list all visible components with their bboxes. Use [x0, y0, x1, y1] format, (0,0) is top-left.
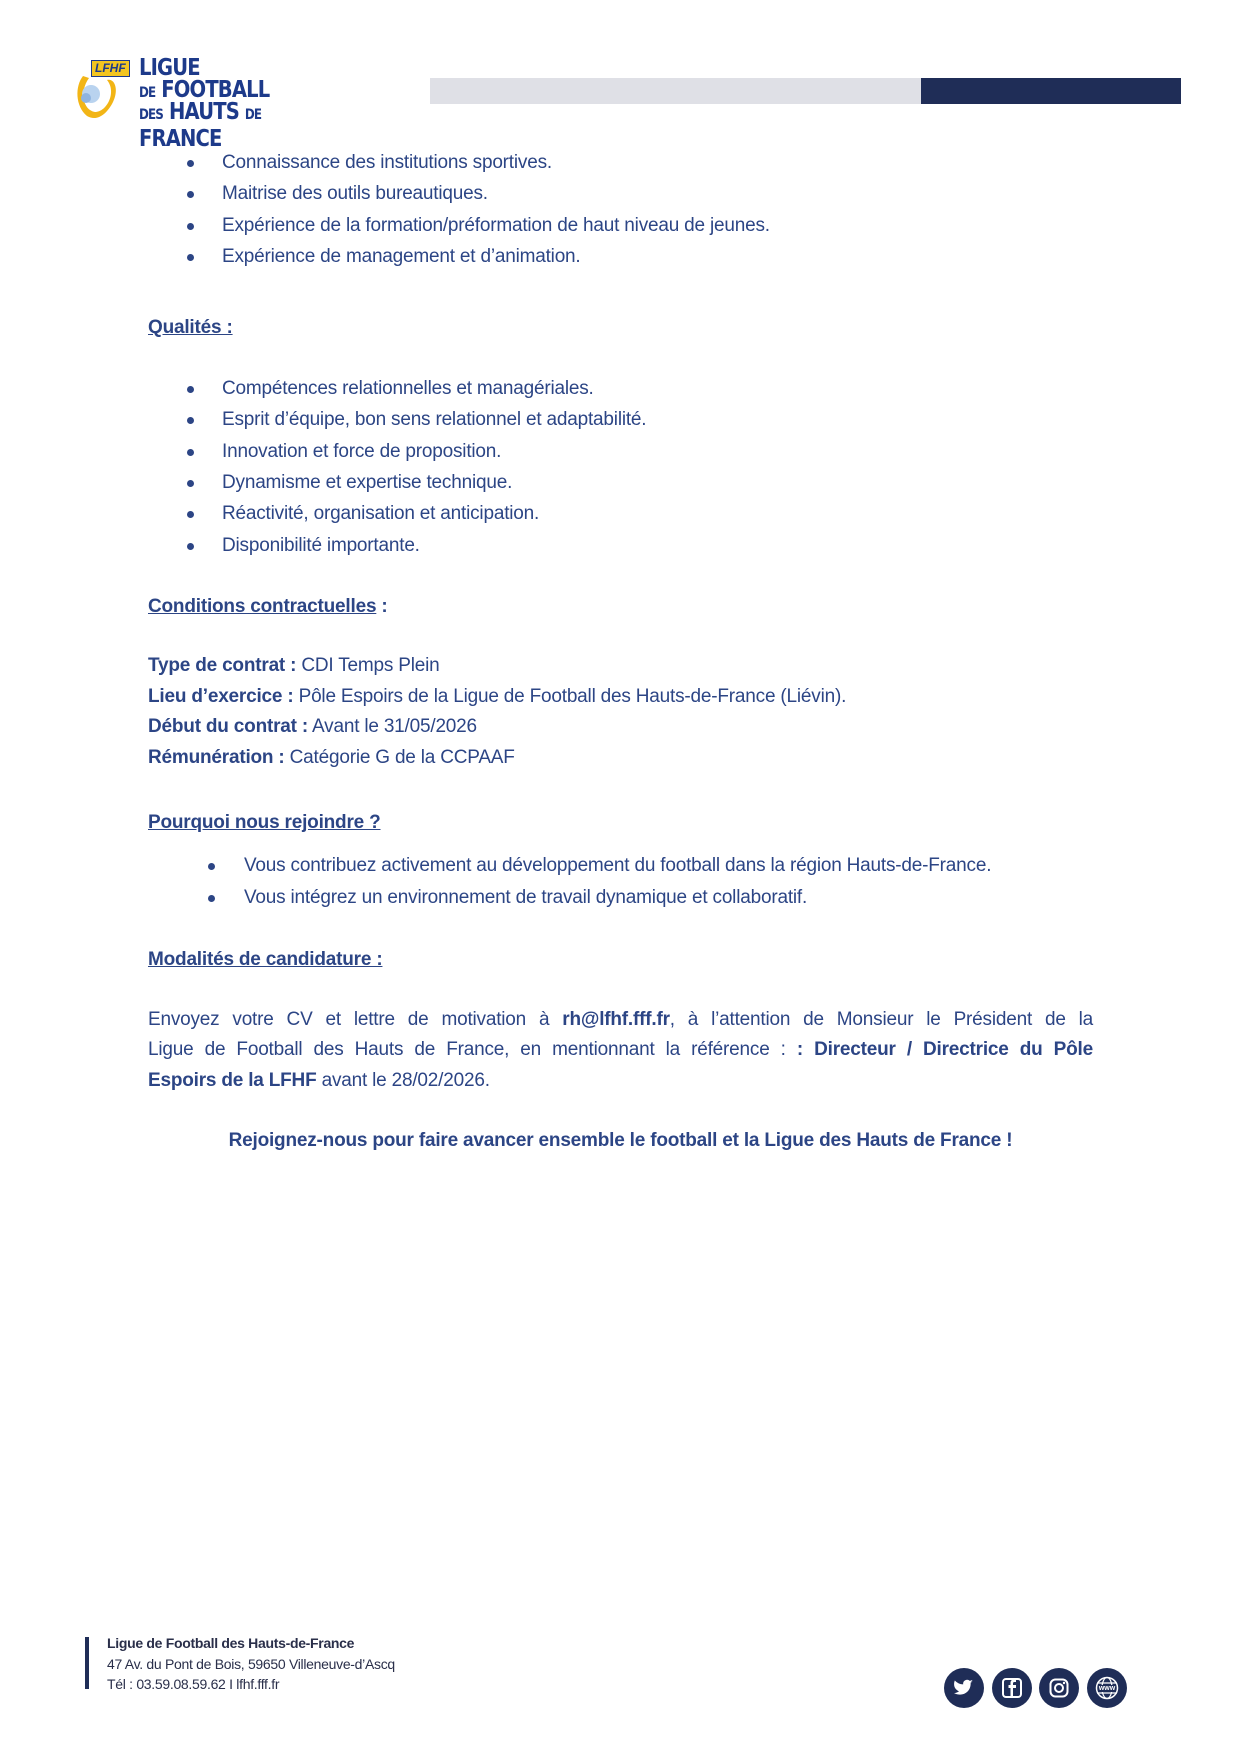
bullet-icon [187, 449, 194, 456]
application-line-3 [148, 1069, 490, 1093]
bullet-icon [187, 480, 194, 487]
condition-label: Lieu d’exercice : [148, 686, 294, 707]
list-item: Innovation et force de proposition. [222, 441, 502, 462]
bullet-icon [208, 863, 215, 870]
footer-address: 47 Av. du Pont de Bois, 59650 Villeneuve-d’Ascq [107, 1656, 395, 1672]
footer-org: Ligue de Football des Hauts-de-France [107, 1635, 355, 1651]
application-colon: : [796, 1039, 803, 1060]
application-reference: Directeur / Directrice du Pôle [814, 1039, 1093, 1060]
condition-label: Rémunération : [148, 747, 285, 768]
condition-row-salary [148, 746, 515, 770]
application-text: Ligue de Football des Hauts de France, en mentionnant la référence : [148, 1039, 797, 1060]
list-item: Réactivité, organisation et anticipation. [222, 503, 540, 524]
closing-message: Rejoignez-nous pour faire avancer ensemble le football et la Ligue des Hauts de France ! [228, 1130, 1013, 1151]
bullet-icon [208, 895, 215, 902]
condition-value: Catégorie G de la CCPAAF [284, 747, 515, 768]
conditions-title-suffix: : [376, 596, 388, 617]
application-line-1 [148, 1008, 1093, 1032]
why-heading: Pourquoi nous rejoindre ? [148, 812, 381, 833]
bullet-icon [187, 254, 194, 261]
logo-de: DE [139, 85, 156, 101]
condition-value: CDI Temps Plein [296, 655, 440, 676]
logo-line1: LIGUE [139, 55, 200, 81]
email-link[interactable]: rh@lfhf.fff.fr [562, 1009, 670, 1030]
application-text: Envoyez votre CV et lettre de motivation à [148, 1009, 563, 1030]
logo-line3 [139, 100, 329, 151]
website-www-label: www [1098, 1684, 1116, 1692]
application-text: avant le 28/02/2026. [316, 1070, 490, 1091]
condition-row-location [148, 685, 846, 709]
footer-divider [85, 1637, 89, 1689]
condition-label: Type de contrat : [148, 655, 297, 676]
bullet-icon [187, 223, 194, 230]
bullet-icon [187, 160, 194, 167]
logo-de2: DE [244, 107, 262, 123]
list-item: Expérience de la formation/préformation de haut niveau de jeunes. [222, 215, 770, 236]
application-heading: Modalités de candidature : [148, 949, 383, 970]
bullet-icon [187, 386, 194, 393]
bullet-icon [187, 543, 194, 550]
list-item: Vous intégrez un environnement de travail dynamique et collaboratif. [244, 887, 808, 908]
list-item: Vous contribuez activement au développement du football dans la région Hauts-de-France. [244, 855, 992, 876]
application-text: , à l’attention de Monsieur le Président de la [669, 1009, 1093, 1030]
logo-badge: LFHF [91, 60, 130, 77]
logo-football: FOOTBALL [161, 77, 270, 103]
website-icon[interactable] [1087, 1668, 1127, 1708]
logo-france: FRANCE [139, 126, 222, 152]
application-line-2 [148, 1038, 1093, 1062]
instagram-icon[interactable] [1039, 1668, 1079, 1708]
bullet-icon [187, 511, 194, 518]
lfhf-logo [73, 55, 363, 152]
logo-hauts: HAUTS [169, 99, 239, 125]
list-item: Dynamisme et expertise technique. [222, 472, 513, 493]
conditions-title: Conditions contractuelles [148, 596, 377, 617]
logo-des: DES [139, 107, 164, 123]
footer-contact: Tél : 03.59.08.59.62 I lfhf.fff.fr [107, 1676, 280, 1692]
qualities-heading: Qualités : [148, 317, 233, 338]
conditions-heading [148, 595, 388, 619]
condition-row-contract [148, 654, 440, 678]
header-bar-light [430, 78, 921, 104]
list-item: Compétences relationnelles et managériales. [222, 378, 594, 399]
list-item: Maitrise des outils bureautiques. [222, 183, 488, 204]
bullet-icon [187, 191, 194, 198]
application-reference: Espoirs de la LFHF [148, 1070, 317, 1091]
bullet-icon [187, 417, 194, 424]
header-bar-dark [921, 78, 1181, 104]
condition-value: Avant le 31/05/2026 [308, 716, 477, 737]
facebook-icon[interactable] [992, 1668, 1032, 1708]
list-item: Disponibilité importante. [222, 535, 420, 556]
list-item: Esprit d’équipe, bon sens relationnel et adaptabilité. [222, 409, 647, 430]
twitter-icon[interactable] [944, 1668, 984, 1708]
condition-label: Début du contrat : [148, 716, 308, 737]
condition-value: Pôle Espoirs de la Ligue de Football des Hauts-de-France (Liévin). [293, 686, 847, 707]
condition-row-start [148, 715, 477, 739]
list-item: Expérience de management et d’animation. [222, 246, 581, 267]
list-item: Connaissance des institutions sportives. [222, 152, 552, 173]
